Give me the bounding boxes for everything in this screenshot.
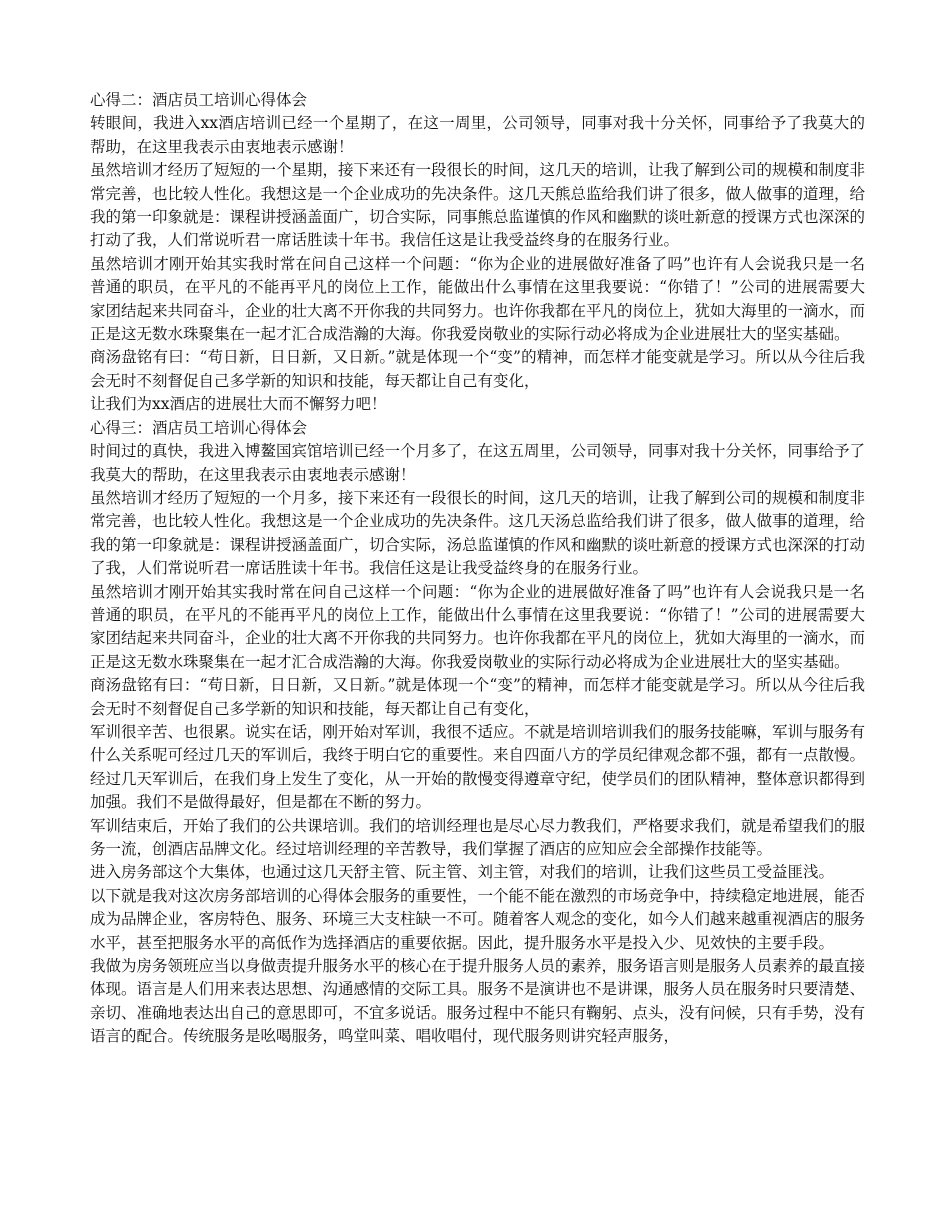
body-paragraph: 商汤盘铭有曰：“苟日新，日日新，又日新。”就是体现一个“变”的精神，而怎样才能变就是学习。所以从今往后我会无时不刻督促自己多学新的知识和技能，每天都让自己有变化， [90, 348, 865, 390]
body-paragraph: 军训很辛苦、也很累。说实在话，刚开始对军训，我很不适应。不就是培训培训我们的服务技能嘛，军训与服务有什么关系呢可经过几天的军训后，我终于明白它的重要性。来自四面八方的学员纪律观念都不强，都有一点散慢。经过几天军训后，在我们身上发生了变化，从一开始的散慢变得遵章守纪，使学员们的团队精神，整体意识都得到加强。我们不是做得最好，但是都在不断的努力。 [90, 722, 866, 812]
body-paragraph: 我做为房务领班应当以身做责提升服务水平的核心在于提升服务人员的素养，服务语言则是服务人员素养的最直接体现。语言是人们用来表达思想、沟通感情的交际工具。服务不是演讲也不是讲课，服务人员在服务时只要清楚、亲切、准确地表达出自己的意思即可，不宜多说话。服务过程中不能只有鞠躬、点头，没有问候，只有手势，没有语言的配合。传统服务是吆喝服务，鸣堂叫菜、唱收唱付，现代服务则讲究轻声服务， [90, 957, 866, 1046]
body-paragraph: 虽然培训才刚开始其实我时常在问自己这样一个问题：“你为企业的进展做好准备了吗”也许有人会说我只是一名普通的职员，在平凡的不能再平凡的岗位上工作，能做出什么事情在这里我要说：“你错了！”公司的进展需要大家团结起来共同奋斗，企业的壮大离不开你我的共同努力。也许你我都在平凡的岗位上，犹如大海里的一滴水，而正是这无数水珠聚集在一起才汇合成浩瀚的大海。你我爱岗敬业的实际行动必将成为企业进展壮大的坚实基础。 [90, 582, 866, 671]
document-page [90, 89, 865, 1049]
section-heading: 心得二：酒店员工培训心得体会 [90, 91, 308, 109]
body-paragraph: 虽然培训才刚开始其实我时常在问自己这样一个问题：“你为企业的进展做好准备了吗”也许有人会说我只是一名普通的职员，在平凡的不能再平凡的岗位上工作，能做出什么事情在这里我要说：“你错了！”公司的进展需要大家团结起来共同奋斗，企业的壮大离不开你我的共同努力。也许你我都在平凡的岗位上，犹如大海里的一滴水，而正是这无数水珠聚集在一起才汇合成浩瀚的大海。你我爱岗敬业的实际行动必将成为企业进展壮大的坚实基础。 [90, 254, 866, 344]
body-paragraph: 军训结束后，开始了我们的公共课培训。我们的培训经理也是尽心尽力教我们，严格要求我们，就是希望我们的服务一流，创酒店品牌文化。经过培训经理的辛苦教导，我们掌握了酒店的应知应会全部操作技能等。 [90, 816, 866, 858]
body-paragraph: 转眼间，我进入xx酒店培训已经一个星期了，在这一周里，公司领导，同事对我十分关怀，同事给予了我莫大的帮助，在这里我表示由衷地表示感谢！ [90, 114, 865, 156]
body-paragraph: 虽然培训才经历了短短的一个星期，接下来还有一段很长的时间，这几天的培训，让我了解到公司的规模和制度非常完善，也比较人性化。我想这是一个企业成功的先决条件。这几天熊总监给我们讲了很多，做人做事的道理，给我的第一印象就是：课程讲授涵盖面广，切合实际，同事熊总监谨慎的作风和幽默的谈吐新意的授课方式也深深的打动了我，人们常说听君一席话胜读十年书。我信任这是让我受益终身的在服务行业。 [90, 161, 866, 250]
section-heading: 心得三：酒店员工培训心得体会 [90, 418, 308, 437]
body-paragraph: 虽然培训才经历了短短的一个月多，接下来还有一段很长的时间，这几天的培训，让我了解到公司的规模和制度非常完善，也比较人性化。我想这是一个企业成功的先决条件。这几天汤总监给我们讲了很多，做人做事的道理，给我的第一印象就是：课程讲授涵盖面广，切合实际，汤总监谨慎的作风和幽默的谈吐新意的授课方式也深深的打动了我，人们常说听君一席话胜读十年书。我信任这是让我受益终身的在服务行业。 [90, 488, 866, 578]
body-paragraph: 以下就是我对这次房务部培训的心得体会服务的重要性，一个能不能在激烈的市场竞争中，持续稳定地进展，能否成为品牌企业，客房特色、服务、环境三大支柱缺一不可。随着客人观念的变化，如今人们越来越重视酒店的服务水平，甚至把服务水平的高低作为选择酒店的重要依据。因此，提升服务水平是投入少、见效快的主要手段。 [90, 886, 866, 952]
body-paragraph: 进入房务部这个大集体，也通过这几天舒主管、阮主管、刘主管，对我们的培训，让我们这些员工受益匪浅。 [90, 863, 835, 882]
body-paragraph: 让我们为xx酒店的进展壮大而不懈努力吧！ [90, 395, 387, 414]
body-paragraph: 时间过的真快，我进入博鳌国宾馆培训已经一个月多了，在这五周里，公司领导，同事对我十分关怀，同事给予了我莫大的帮助，在这里我表示由衷地表示感谢！ [90, 442, 866, 484]
body-paragraph: 商汤盘铭有曰：“苟日新，日日新，又日新。”就是体现一个“变”的精神，而怎样才能变就是学习。所以从今往后我会无时不刻督促自己多学新的知识和技能，每天都让自己有变化， [90, 676, 865, 718]
